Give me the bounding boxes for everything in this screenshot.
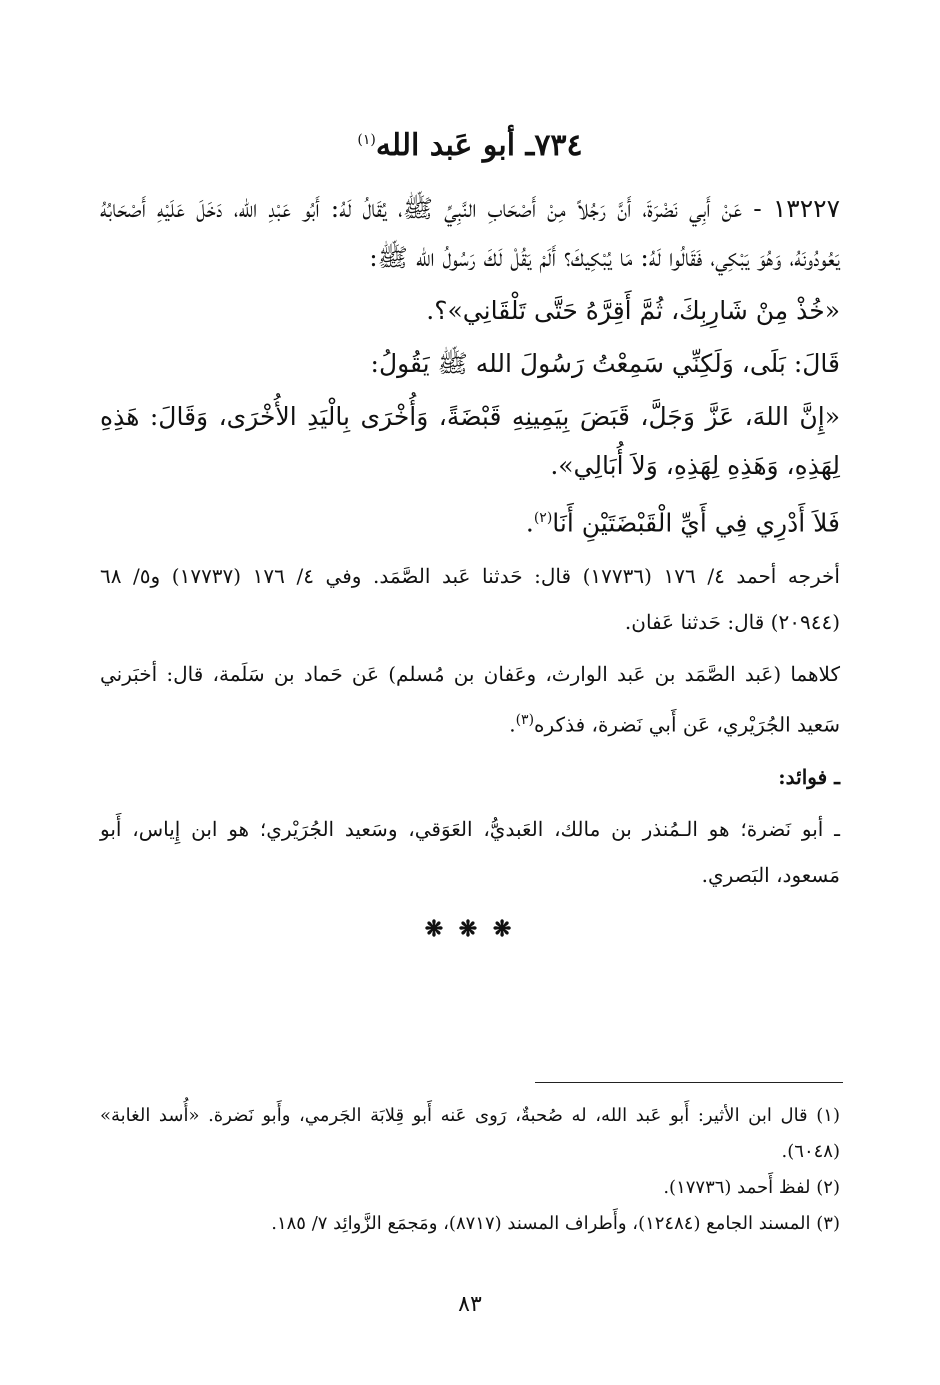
- footnote-ref-3: (٣): [515, 712, 535, 729]
- fawaid-heading: ـ فوائد:: [778, 764, 840, 789]
- hadith-paragraph-5-text: فَلاَ أَدْرِي فِي أَيِّ الْقَبْضَتَيْنِ أَنَا: [552, 508, 840, 538]
- page-title: [100, 120, 840, 166]
- hadith-paragraph-3: قَالَ: بَلَى، وَلَكِنِّي سَمِعْتُ رَسُولَ الله ﷺ يَقُولُ:: [370, 349, 840, 378]
- hadith-paragraph-4: «إِنَّ اللهَ، عَزَّ وَجَلَّ، قَبَضَ بِيَمِينِهِ قَبْضَةً، وَأُخْرَى بِالْيَدِ الأُخْرَى، وَقَالَ: هَذِهِ لِهَذِهِ، وَهَذِهِ لِهَذِهِ، وَلاَ أُبَالِي».: [100, 402, 840, 480]
- footnote-rule: [535, 1082, 843, 1083]
- section-separator: ❋ ❋ ❋: [424, 915, 516, 942]
- hadith-paragraph-1: ١٣٢٢٧ - عَنْ أَبِي نَضْرَةَ، أَنَّ رَجُلاً مِنْ أَصْحَابِ النَّبِيِّ ﷺ، يُقَالُ لَهُ: أَبُو عَبْدِ الله، دَخَلَ عَلَيْهِ أَصْحَابُهُ يَعُودُونَهُ، وَهُوَ يَبْكِي، فَقَالُوا لَهُ: مَا يُبْكِيكَ؟ أَلَمْ يَقُلْ لَكَ رَسُولُ الله ﷺ:: [100, 194, 840, 272]
- takhrij-paragraph-2: [100, 651, 840, 748]
- footnote-ref-1: (١): [357, 132, 376, 148]
- hadith-paragraph-5: [100, 494, 840, 547]
- footnote-3: (٣) المسند الجامع (١٢٤٨٤)، وأَطراف المسند (٨٧١٧)، ومَجمَع الزَّوائِد ٧/ ١٨٥.: [271, 1213, 840, 1234]
- page-number: ٨٣: [458, 1292, 482, 1317]
- footnote-1: (١) قال ابن الأثير: أَبو عَبد الله، له صُحبةٌ، رَوى عَنه أَبو قِلابَة الجَرمي، وأَبو نَضرة. «أُسد الغابة» (٦٠٤٨).: [100, 1105, 840, 1162]
- takhrij-paragraph-1: أخرجه أحمد ٤/ ١٧٦ (١٧٧٣٦) قال: حَدثنا عَبد الصَّمَد. وفي ٤/ ١٧٦ (١٧٧٣٧) و٥/ ٦٨ (٢٠٩٤٤) قال: حَدثنا عَفان.: [100, 564, 840, 635]
- footnote-2: (٢) لفظ أَحمد (١٧٧٣٦).: [663, 1177, 840, 1198]
- hadith-paragraph-2: «خُذْ مِنْ شَارِبِكَ، ثُمَّ أَقِرَّهُ حَتَّى تَلْقَانِي»؟.: [426, 296, 840, 325]
- hadith-paragraph-5-end: .: [525, 508, 534, 538]
- footnote-ref-2: (٢): [533, 510, 553, 526]
- page-body: [100, 120, 840, 942]
- title-text: ٧٣٤ـ أبو عَبد الله: [375, 128, 583, 163]
- footnotes: [100, 1098, 840, 1242]
- takhrij-paragraph-2-text: كلاهما (عَبد الصَّمَد بن عَبد الوارث، وعَفان بن مُسلم) عَن حَماد بن سَلَمة، قال: أخبَرني سَعيد الجُرَيْري، عَن أَبي نَضرة، فذكره: [100, 662, 840, 737]
- takhrij-paragraph-2-end: .: [509, 712, 516, 737]
- fawaid-paragraph: ـ أبو نَضرة؛ هو الـمُنذر بن مالك، العَبديُّ، العَوَقي، وسَعيد الجُرَيْري؛ هو ابن إِياس، أَبو مَسعود، البَصري.: [100, 816, 840, 887]
